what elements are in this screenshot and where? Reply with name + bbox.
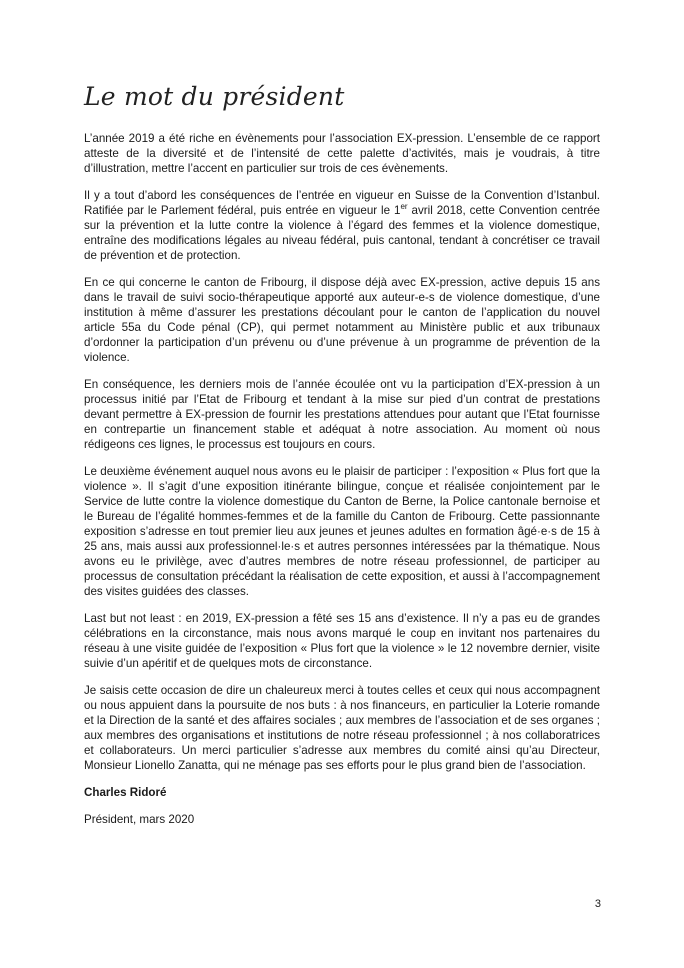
letter-body: [84, 131, 600, 839]
signature-role: Président, mars 2020: [84, 813, 195, 826]
paragraph-6: Last but not least : en 2019, EX-pression a fêté ses 15 ans d’existence. Il n’y a pas eu de grandes célébrations en la circonstance, mais nous avons marqué le coup en invitant nos partenaires du réseau à une visite guidée de l’exposition « Plus fort que la violence » le 12 novembre dernier, visite suivie d’un apéritif et de quelques mots de circonstance.: [84, 612, 600, 670]
paragraph-7: Je saisis cette occasion de dire un chaleureux merci à toutes celles et ceux qui nous accompagnent ou nous appuient dans la poursuite de nos buts : à nos financeurs, en particulier la Loterie romande et la Direction de la santé et des affaires sociales ; aux membres de l’association et de ses organes ; aux membres des organisations et institutions de notre réseau professionnel ; à nos collaboratrices et collaborateurs. Un merci particulier s’adresse aux membres du comité ainsi qu’au Directeur, Monsieur Lionello Zanatta, qui ne ménage pas ses efforts pour le plus grand bien de l’association.: [84, 684, 600, 772]
page-title: Le mot du président: [84, 82, 345, 111]
paragraph-1: L’année 2019 a été riche en évènements pour l’association EX-pression. L’ensemble de ce rapport atteste de la diversité et de l’intensité de cette palette d’activités, mais je voudrais, à titre d’illustration, mettre l’accent en particulier sur trois de ces évènements.: [84, 132, 600, 175]
paragraph-3: En ce qui concerne le canton de Fribourg, il dispose déjà avec EX-pression, active depuis 15 ans dans le travail de suivi socio-thérapeutique apporté aux auteur-e-s de violence domestique, d’une institution à même d’assurer les prestations découlant pour le canton de l’application du nouvel article 55a du Code pénal (CP), qui permet notamment au Ministère public et aux tribunaux d’ordonner la participation d’un prévenu ou d’une prévenue à un programme de prévention de la violence.: [84, 276, 600, 364]
paragraph-2-text-after: avril 2018, cette Convention centrée sur la prévention et la lutte contre la violence à l’égard des femmes et la violence domestique, entraîne des modifications légales au niveau fédéral, puis cantonal, tendant à concrétiser ce travail de prévention et de protection.: [84, 204, 600, 262]
page-number: 3: [594, 898, 601, 910]
paragraph-2-text-before: Il y a tout d’abord les conséquences de l’entrée en vigueur en Suisse de la Convention d’Istanbul. Ratifiée par le Parlement fédéral, puis entrée en vigueur le 1: [84, 189, 600, 217]
paragraph-4: En conséquence, les derniers mois de l’année écoulée ont vu la participation d’EX-pression à un processus initié par l’Etat de Fribourg et tendant à la mise sur pied d’un contrat de prestations devant permettre à EX-pression de fournir les prestations attendues pour autant que l’Etat fournisse en contrepartie un financement stable et adéquat à notre association. Au moment où nous rédigeons ces lignes, le processus est toujours en cours.: [84, 378, 600, 451]
ordinal-superscript: er: [400, 202, 408, 212]
paragraph-5: Le deuxième événement auquel nous avons eu le plaisir de participer : l’exposition « Plus fort que la violence ». Il s’agit d’une exposition itinérante bilingue, conçue et réalisée conjointement par le Service de lutte contre la violence domestique du Canton de Berne, la Police cantonale bernoise et le Bureau de l’égalité hommes-femmes et de la famille du Canton de Fribourg. Cette passionnante exposition s’adresse en tout premier lieu aux jeunes et jeunes adultes en formation âgé·e·s de 15 à 25 ans, mais aussi aux professionnel·le·s et autres personnes intéressées par la thématique. Nous avons eu le privilège, avec d’autres membres de notre réseau professionnel, de participer au processus de consultation précédant la réalisation de cette exposition, et aussi à l’accompagnement des visites guidées des classes.: [84, 465, 600, 598]
signature-name: Charles Ridoré: [84, 786, 167, 799]
paragraph-2: [84, 188, 600, 263]
